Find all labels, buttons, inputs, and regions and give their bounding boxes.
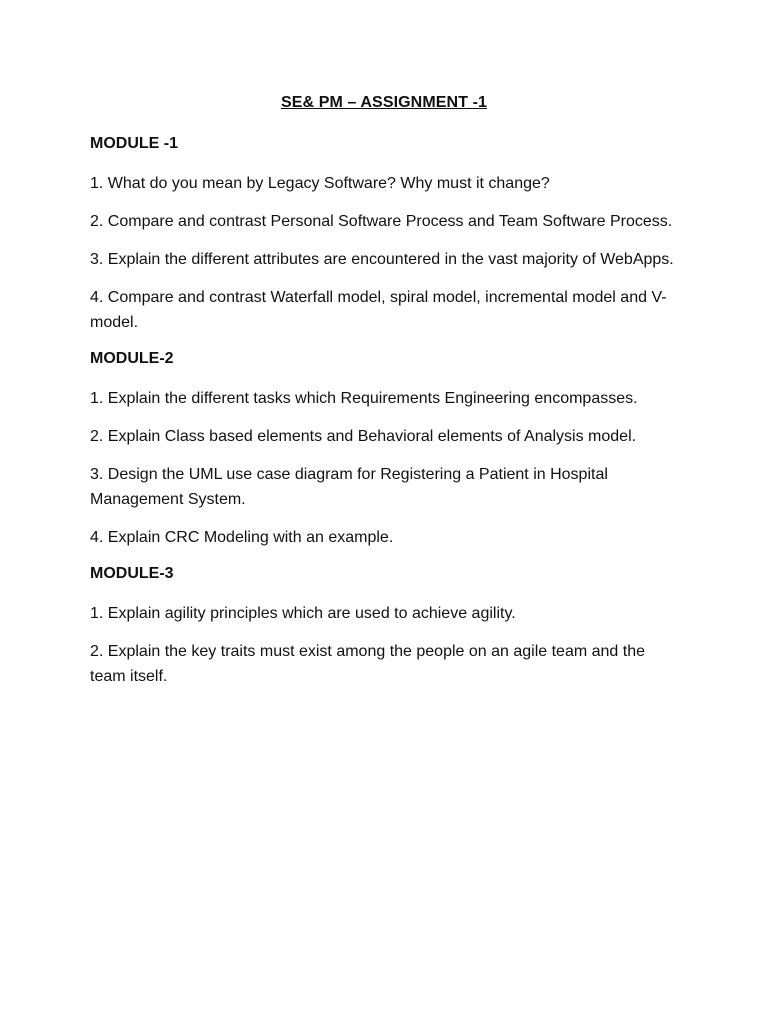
question-item: 3. Explain the different attributes are encountered in the vast majority of WebApps.: [90, 251, 674, 268]
question-item: 1. Explain the different tasks which Requirements Engineering encompasses.: [90, 390, 638, 407]
module-heading: MODULE-3: [90, 565, 174, 582]
question-item: 3. Design the UML use case diagram for Registering a Patient in Hospital Management System.: [90, 466, 608, 508]
question-item: 1. Explain agility principles which are used to achieve agility.: [90, 605, 516, 622]
question-item: 4. Explain CRC Modeling with an example.: [90, 529, 394, 546]
question-item: 2. Explain the key traits must exist among the people on an agile team and the team itself.: [90, 643, 645, 685]
question-item: 2. Compare and contrast Personal Software Process and Team Software Process.: [90, 213, 673, 230]
module-heading: MODULE -1: [90, 135, 178, 152]
document-title: SE& PM – ASSIGNMENT -1: [280, 94, 488, 111]
module-heading: MODULE-2: [90, 350, 174, 367]
module-3-section: [90, 563, 680, 689]
question-item: 1. What do you mean by Legacy Software? Why must it change?: [90, 175, 550, 192]
document-body: [90, 133, 680, 702]
module-1-section: [90, 133, 680, 335]
question-item: 2. Explain Class based elements and Behavioral elements of Analysis model.: [90, 428, 637, 445]
module-2-section: [90, 348, 680, 550]
question-item: 4. Compare and contrast Waterfall model, spiral model, incremental model and V-model.: [90, 289, 667, 331]
